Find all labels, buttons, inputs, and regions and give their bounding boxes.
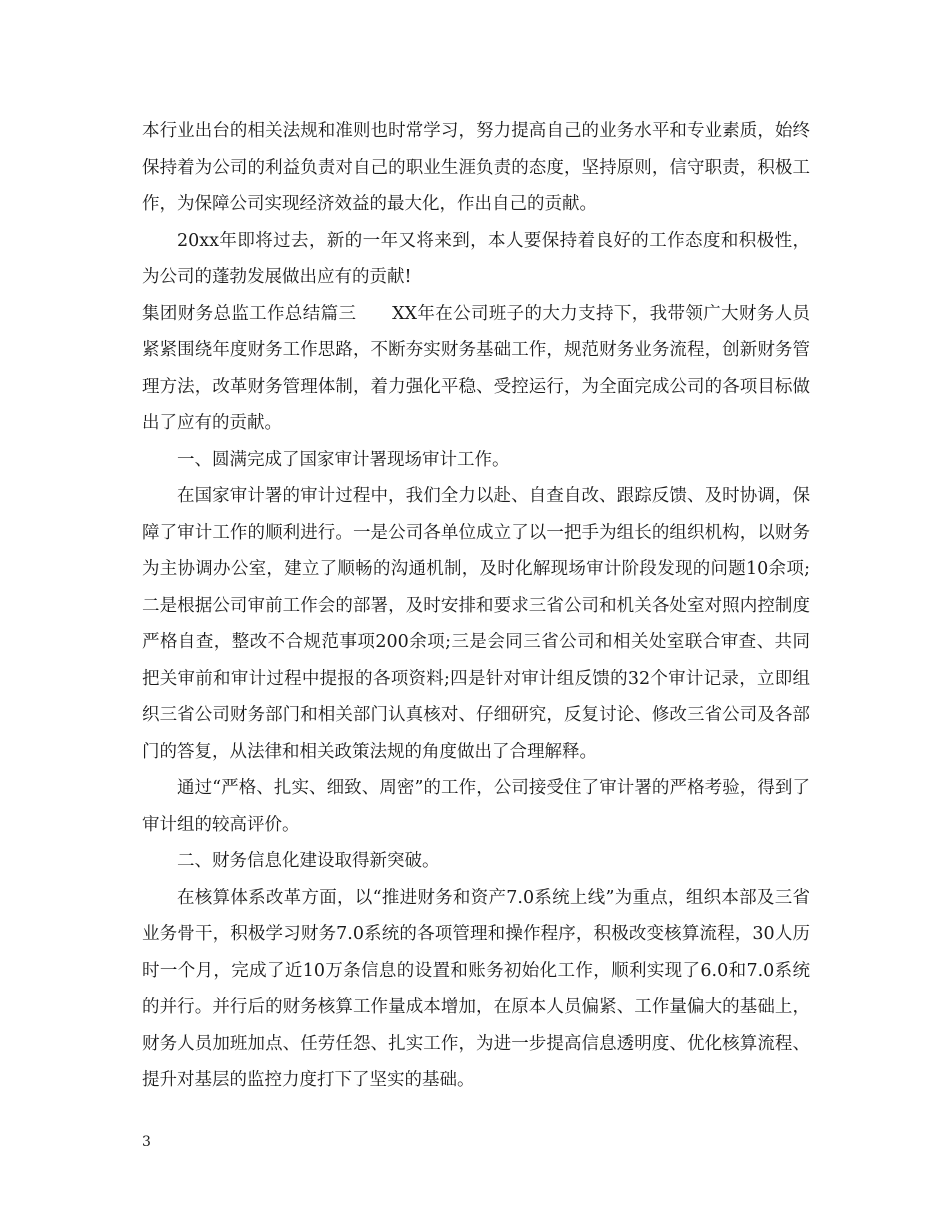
paragraph-8: 在核算体系改革方面，以“推进财务和资产7.0系统上线”为重点，组织本部及三省业务骨干，积极学习财务7.0系统的各项管理和操作程序，积极改变核算流程，30人历时一个月，完成了近10万条信息的设置和账务初始化工作，顺利实现了6.0和7.0系统的并行。并行后的财务核算工作量成本增加，在原本人员偏紧、工作量偏大的基础上，财务人员加班加点、任劳任怨、扎实工作，为进一步提高信息透明度、优化核算流程、提升对基层的监控力度打下了坚实的基础。 — [142, 887, 810, 1090]
page-number: 3 — [142, 1134, 151, 1150]
document-body — [142, 113, 810, 1099]
paragraph-4-heading: 一、圆满完成了国家审计署现场审计工作。 — [177, 449, 510, 470]
paragraph-1: 本行业出台的相关法规和准则也时常学习，努力提高自己的业务水平和专业素质，始终保持着为公司的利益负责对自己的职业生涯负责的态度，坚持原则，信守职责，积极工作，为保障公司实现经济效益的最大化，作出自己的贡献。 — [142, 121, 810, 214]
paragraph-5: 在国家审计署的审计过程中，我们全力以赴、自查自改、跟踪反馈、及时协调，保障了审计工作的顺利进行。一是公司各单位成立了以一把手为组长的组织机构，以财务为主协调办公室，建立了顺畅的沟通机制，及时化解现场审计阶段发现的问题10余项;二是根据公司审前工作会的部署，及时安排和要求三省公司和机关各处室对照内控制度严格自查，整改不合规范事项200余项;三是会同三省公司和相关处室联合审查、共同把关审前和审计过程中提报的各项资料;四是针对审计组反馈的32个审计记录，立即组织三省公司财务部门和相关部门认真核对、仔细研究，反复讨论、修改三省公司及各部门的答复，从法律和相关政策法规的角度做出了合理解释。 — [142, 486, 810, 762]
paragraph-2: 20xx年即将过去，新的一年又将来到，本人要保持着良好的工作态度和积极性，为公司的蓬勃发展做出应有的贡献! — [142, 230, 810, 287]
paragraph-6: 通过“严格、扎实、细致、周密”的工作，公司接受住了审计署的严格考验，得到了审计组的较高评价。 — [142, 778, 810, 835]
paragraph-3-section-title: 集团财务总监工作总结篇三 XX年在公司班子的大力支持下，我带领广大财务人员紧紧围绕年度财务工作思路，不断夯实财务基础工作，规范财务业务流程，创新财务管理方法，改革财务管理体制，着力强化平稳、受控运行，为全面完成公司的各项目标做出了应有的贡献。 — [142, 303, 810, 433]
paragraph-7-heading: 二、财务信息化建设取得新突破。 — [177, 851, 440, 871]
